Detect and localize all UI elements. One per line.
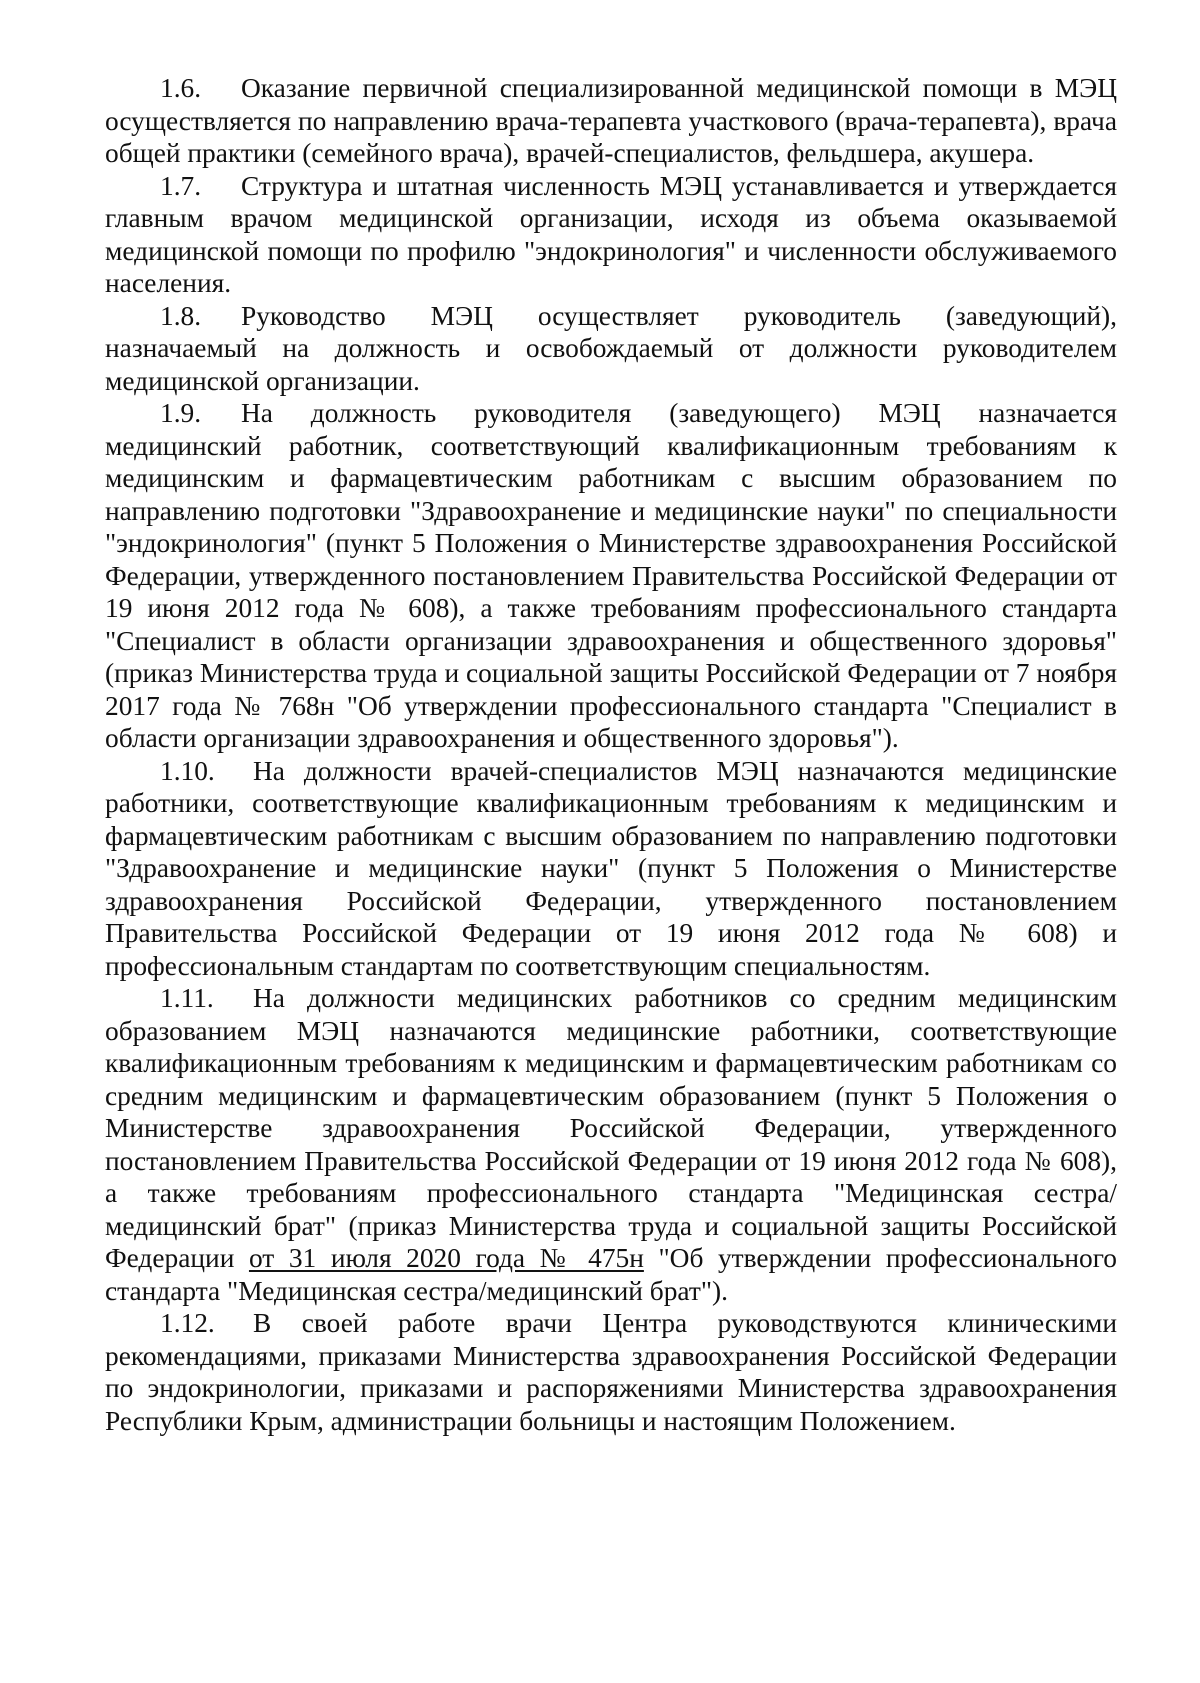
paragraph-text: На должности врачей-специалистов МЭЦ назначаются медицинские работники, соответствующие квалификационным требованиям к медицинским и фармацевтическим работникам с высшим образованием по направлению подготовки "Здравоохранение и медицинские науки" (пункт 5 Положения о Министерстве здравоохранения Российской Федерации, утвержденного постановлением Правительства Российской Федерации от 19 июня 2012 года № 608) и профессиональным стандартам по соответствующим специальностям. <box>105 755 1117 981</box>
paragraph-text-after: "Об утверждении профессионального стандарта "Медицинская сестра/медицинский брат"). <box>105 1243 1117 1306</box>
document-page <box>105 72 1117 1437</box>
paragraph-number: 1.9. <box>160 398 202 428</box>
paragraph-number: 1.8. <box>160 300 202 331</box>
paragraph-number: 1.11. <box>160 983 214 1013</box>
paragraph-text: В своей работе врачи Центра руководствуются клиническими рекомендациями, приказами Министерства здравоохранения Российской Федерации по эндокринологии, приказами и распоряжениями Министерства здравоохранения Республики Крым, администрации больницы и настоящим Положением. <box>105 1308 1117 1436</box>
paragraph-text: Руководство МЭЦ осуществляет руководитель (заведующий), назначаемый на должность и освобождаемый от должности руководителем медицинской организации. <box>105 300 1117 396</box>
paragraph-1-10 <box>105 755 1117 983</box>
paragraph-text: Оказание первичной специализированной медицинской помощи в МЭЦ осуществляется по направлению врача-терапевта участкового (врача-терапевта), врача общей практики (семейного врача), врачей-специалистов, фельдшера, акушера. <box>105 73 1117 168</box>
paragraph-1-7 <box>105 170 1117 300</box>
paragraph-1-11 <box>105 982 1117 1307</box>
paragraph-text: На должность руководителя (заведующего) МЭЦ назначается медицинский работник, соответствующий квалификационным требованиям к медицинским и фармацевтическим работникам с высшим образованием по направлению подготовки "Здравоохранение и медицинские науки" по специальности "эндокринология" (пункт 5 Положения о Министерстве здравоохранения Российской Федерации, утвержденного постановлением Правительства Российской Федерации от 19 июня 2012 года № 608), а также требованиям профессионального стандарта "Специалист в области организации здравоохранения и общественного здоровья" (приказ Министерства труда и социальной защиты Российской Федерации от 7 ноября 2017 года № 768н "Об утверждении профессионального стандарта "Специалист в области организации здравоохранения и общественного здоровья"). <box>105 398 1117 753</box>
paragraph-1-6 <box>105 72 1117 170</box>
paragraph-number: 1.10. <box>160 755 215 786</box>
paragraph-number: 1.6. <box>160 73 202 103</box>
paragraph-text: Структура и штатная численность МЭЦ устанавливается и утверждается главным врачом медицинской организации, исходя из объема оказываемой медицинской помощи по профилю "эндокринология" и численности обслуживаемого населения. <box>105 170 1117 298</box>
paragraph-number: 1.7. <box>160 170 202 201</box>
paragraph-text-before: На должности медицинских работников со средним медицинским образованием МЭЦ назначаются медицинские работники, соответствующие квалификационным требованиям к медицинским и фармацевтическим работникам со средним медицинским и фармацевтическим образованием (пункт 5 Положения о Министерстве здравоохранения Российской Федерации, утвержденного постановлением Правительства Российской Федерации от 19 июня 2012 года № 608), а также требованиям профессионального стандарта "Медицинская сестра/медицинский брат" (приказ Министерства труда и социальной защиты Российской Федерации <box>105 983 1117 1273</box>
underlined-order-reference: от 31 июля 2020 года № 475н <box>248 1243 644 1273</box>
paragraph-1-9 <box>105 397 1117 755</box>
paragraph-number: 1.12. <box>160 1308 215 1338</box>
paragraph-1-12 <box>105 1307 1117 1437</box>
paragraph-1-8 <box>105 300 1117 398</box>
